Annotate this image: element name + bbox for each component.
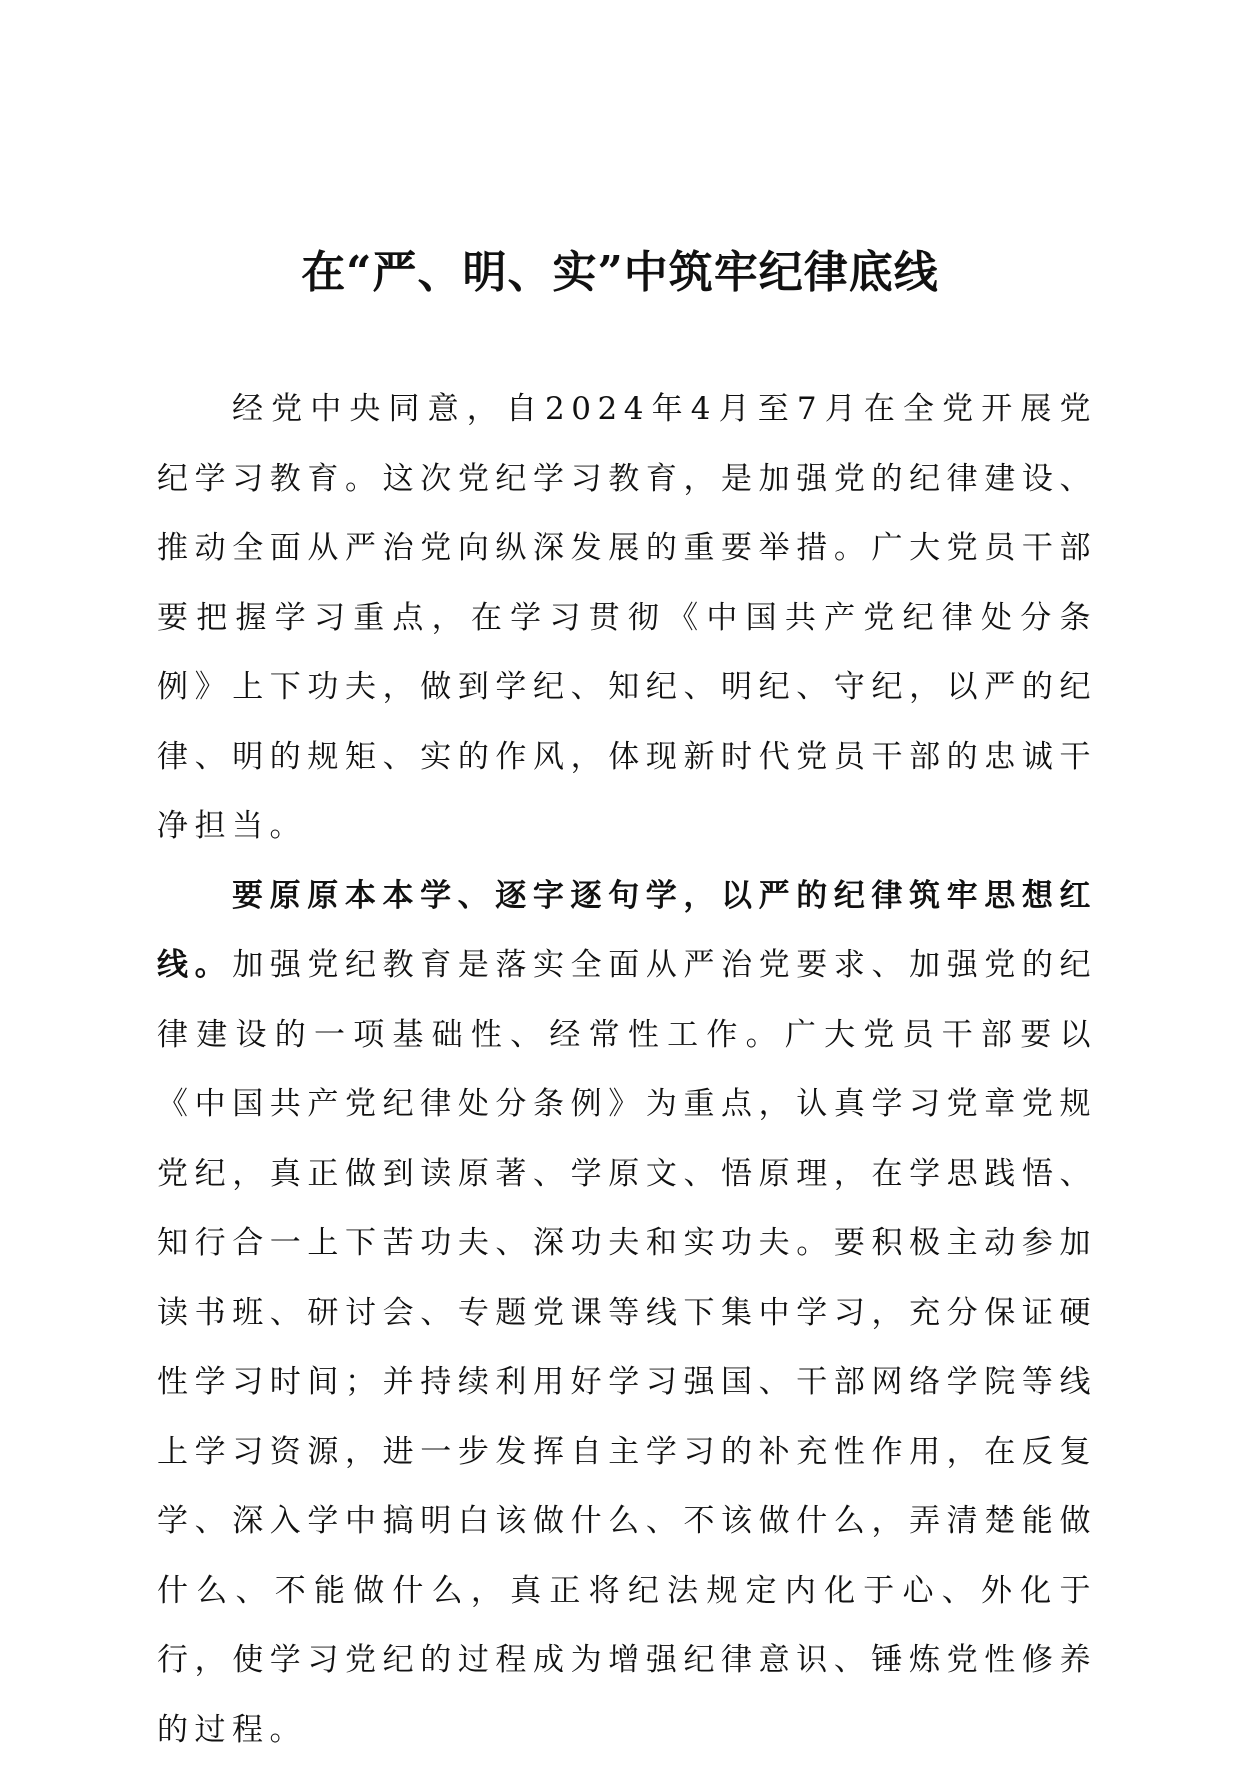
document-title: 在“严、明、实”中筑牢纪律底线	[0, 238, 1240, 308]
paragraph-text: 加强党纪教育是落实全面从严治党要求、加强党的纪律建设的一项基础性、经常性工作。广大党员干部要以《中国共产党纪律处分条例》为重点，认真学习党章党规党纪，真正做到读原著、学原文、悟原理，在学思践悟、知行合一上下苦功夫、深功夫和实功夫。要积极主动参加读书班、研讨会、专题党课等线下集中学习，充分保证硬性学习时间；并持续利用好学习强国、干部网络学院等线上学习资源，进一步发挥自主学习的补充性作用，在反复学、深入学中搞明白该做什么、不该做什么，弄清楚能做什么、不能做什么，真正将纪法规定内化于心、外化于行，使学习党纪的过程成为增强纪律意识、锤炼党性修养的过程。	[157, 947, 1097, 1748]
paragraph-intro	[157, 375, 1097, 862]
paragraph-lead-heading: 要原原本本学、逐字逐句学，以严的纪律筑牢思想红线。	[157, 878, 1097, 984]
paragraph-text: 经党中央同意，自2024年4月至7月在全党开展党纪学习教育。这次党纪学习教育，是加强党的纪律建设、推动全面从严治党向纵深发展的重要举措。广大党员干部要把握学习重点，在学习贯彻《中国共产党纪律处分条例》上下功夫，做到学纪、知纪、明纪、守纪，以严的纪律、明的规矩、实的作风，体现新时代党员干部的忠诚干净担当。	[157, 391, 1097, 844]
paragraph-strict-discipline	[157, 862, 1097, 1765]
document-body	[157, 375, 1097, 1765]
